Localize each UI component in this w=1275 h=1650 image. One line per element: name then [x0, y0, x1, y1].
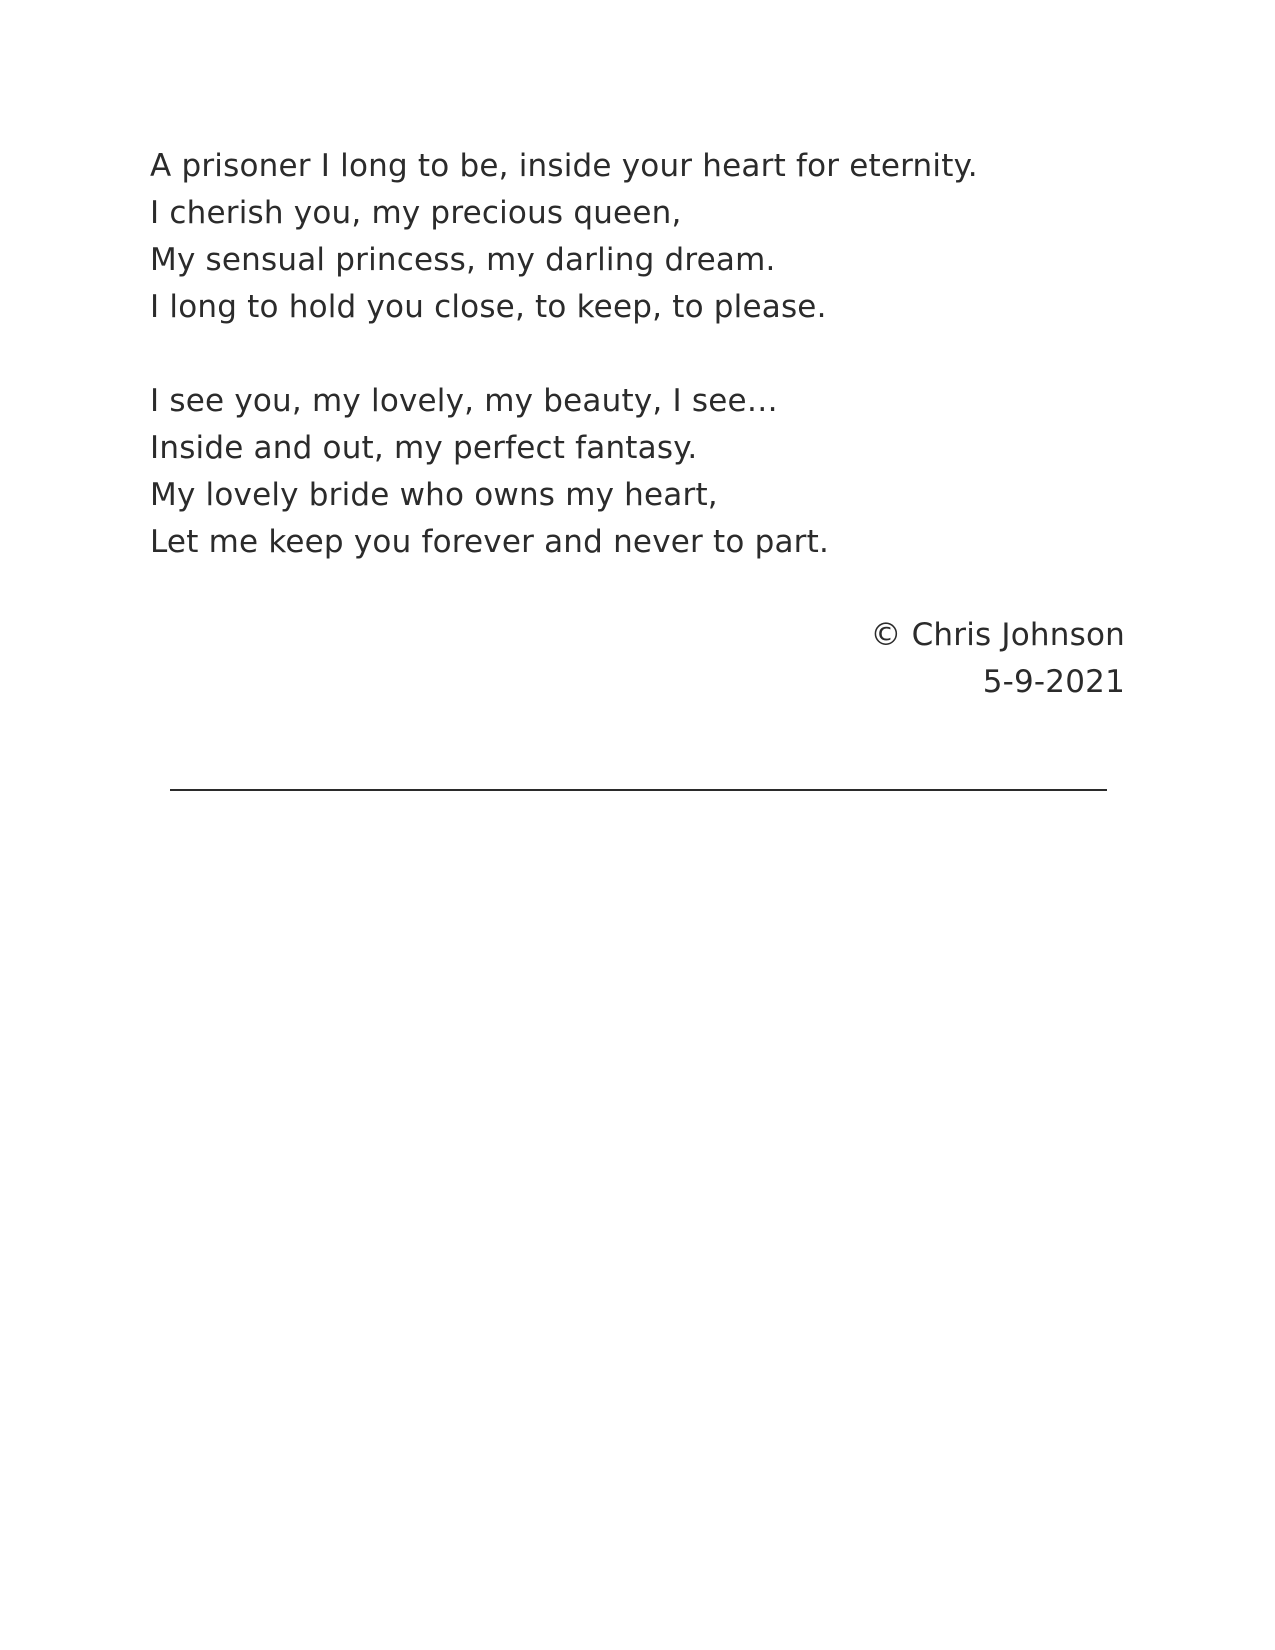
- poem-body: [150, 143, 1150, 613]
- poem-date: 5-9-2021: [982, 664, 1125, 700]
- poem-line: Let me keep you forever and never to part.: [150, 524, 830, 560]
- poem-line: I cherish you, my precious queen,: [150, 195, 682, 231]
- stanza-1: [150, 143, 1150, 331]
- poem-line: My lovely bride who owns my heart,: [150, 477, 718, 513]
- poem-line: A prisoner I long to be, inside your heart for eternity.: [150, 148, 978, 184]
- poem-line: Inside and out, my perfect fantasy.: [150, 430, 698, 466]
- author-credit: © Chris Johnson: [870, 617, 1125, 653]
- poem-line: I long to hold you close, to keep, to please.: [150, 289, 827, 325]
- poem-line: My sensual princess, my darling dream.: [150, 242, 776, 278]
- poem-line: I see you, my lovely, my beauty, I see…: [150, 383, 778, 419]
- signature-block: [870, 612, 1125, 706]
- stanza-2: [150, 378, 1150, 566]
- divider-rule: [170, 789, 1107, 791]
